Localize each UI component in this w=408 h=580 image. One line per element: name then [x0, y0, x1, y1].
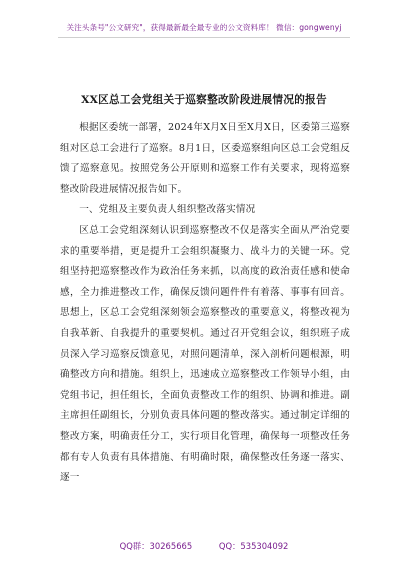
footer-qq-group: QQ群：30265665: [119, 541, 193, 551]
document-body: [60, 118, 350, 489]
footer-contact: [0, 540, 408, 552]
intro-paragraph: 根据区委统一部署，2024年X月X日至X月X日，区委第三巡察组对区总工会进行了巡察。8月1日，区委巡察组向区总工会党组反馈了巡察意见。按照党务公开原则和巡察工作有关要求，现将巡察整改阶段进展情况报告如下。: [60, 122, 350, 195]
section-paragraph: 区总工会党组深刻认识到巡察整改不仅是落实全面从严治党要求的重要举措，更是提升工会组织凝聚力、战斗力的关键一环。党组坚持把巡察整改作为政治任务来抓，以高度的政治责任感和使命感，全力推进整改工作，确保反馈问题件件有着落、事事有回音。思想上，区总工会党组深刻领会巡察整改的重要意义，将整改视为自我革新、自我提升的重要契机。通过召开党组会议，组织班子成员深入学习巡察反馈意见，对照问题清单，深入剖析问题根源，明确整改方向和措施。组织上，迅速成立巡察整改工作领导小组，由党组书记，担任组长，全面负责整改工作的组织、协调和推进。副主席担任副组长，分别负责具体问题的整改落实。通过制定详细的整改方案，明确责任分工，实行项目化管理，确保每一项整改任务都有专人负责有具体措施、有明确时限，确保整改任务逐一落实、逐一: [60, 224, 350, 484]
header-divider: [58, 37, 350, 38]
section-heading: 一、党组及主要负责人组织整改落实情况: [79, 204, 256, 216]
header-banner: 关注头条号"公文研究"，获得最新最全最专业的公文资料库！ 微信：gongwenyj: [66, 23, 342, 32]
footer-qq: QQ：535304092: [218, 541, 289, 551]
document-title: XX区总工会党组关于巡察整改阶段进展情况的报告: [81, 94, 327, 106]
